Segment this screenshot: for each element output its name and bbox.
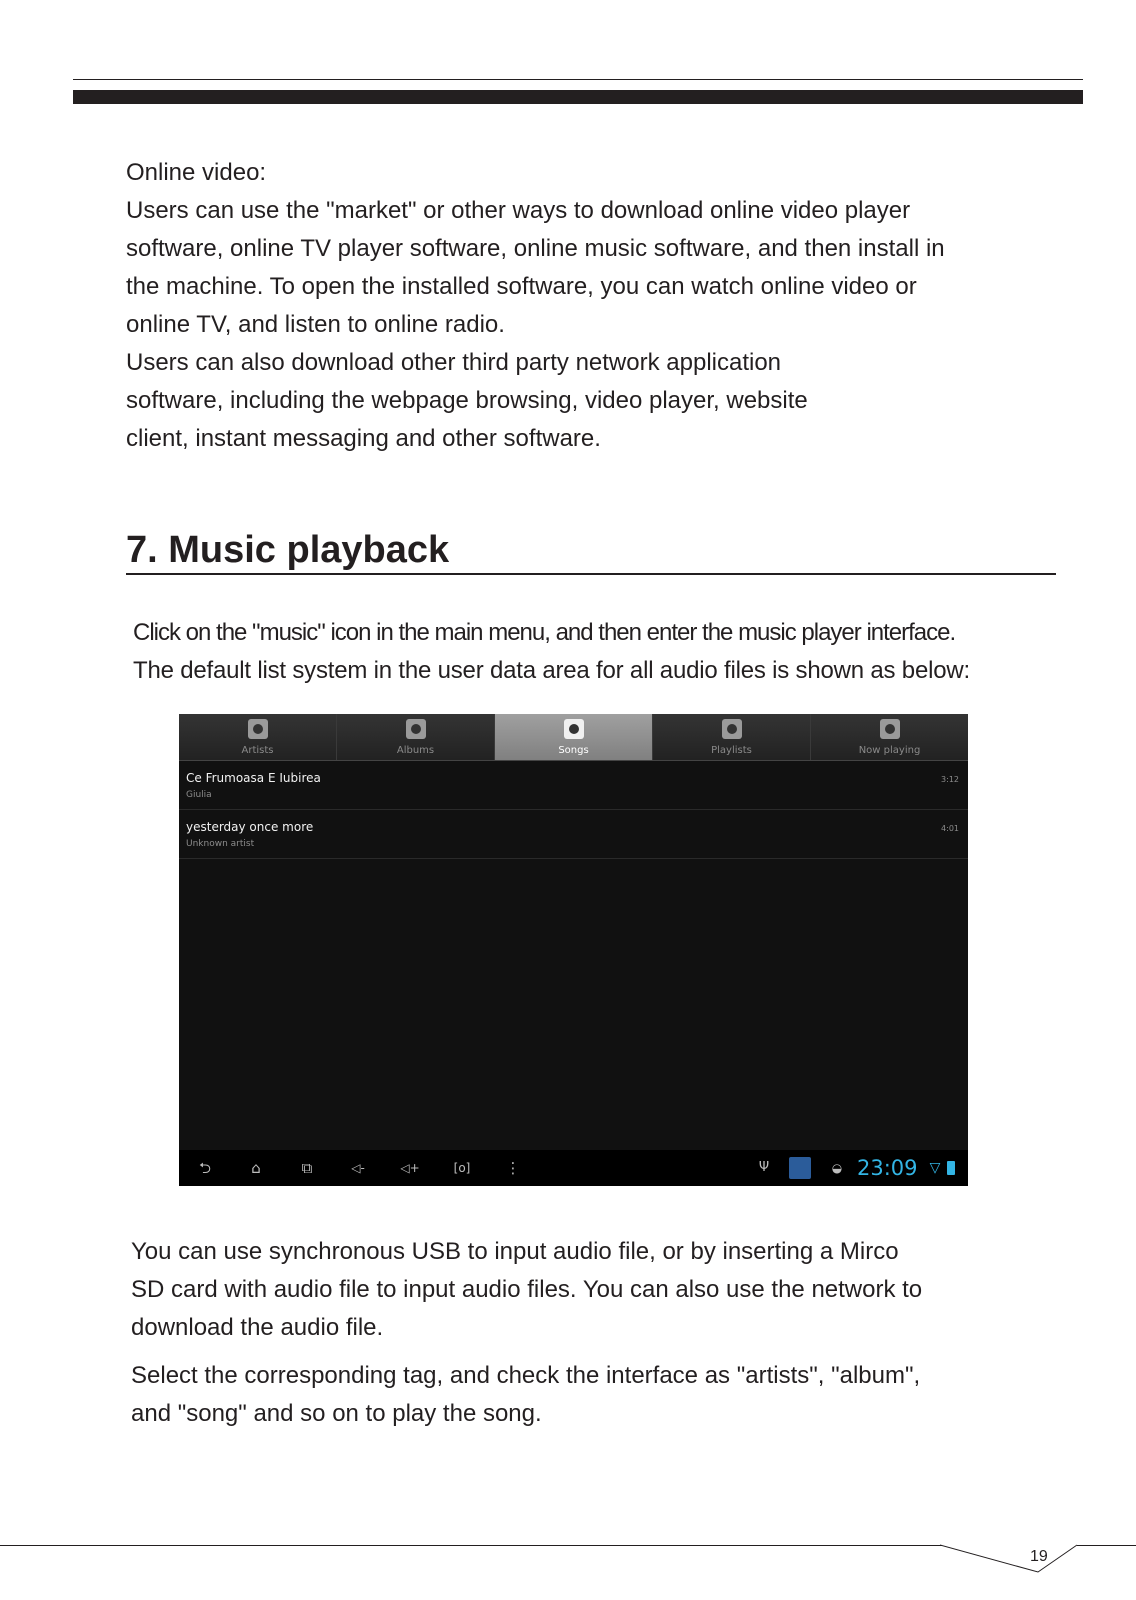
tab-now-playing[interactable] [811,714,968,760]
section-title: 7. Music playback [126,528,1056,575]
volume-up-icon[interactable]: ◁+ [400,1161,420,1175]
back-icon[interactable]: ⮌ [198,1159,211,1177]
tab-songs[interactable] [495,714,653,760]
footer-notch [940,1544,1080,1576]
music-player-screenshot [179,714,968,1186]
music-note-icon [564,719,584,739]
tab-label: Songs [558,745,589,756]
online-video-line: the machine. To open the installed software, you can watch online video or [126,273,917,300]
tab-label: Artists [241,745,274,756]
song-artist: Unknown artist [186,839,255,849]
outro-text [131,1233,922,1347]
battery-icon [947,1161,955,1175]
song-row[interactable] [179,810,968,859]
tab-albums[interactable] [337,714,495,760]
online-video-line: client, instant messaging and other software. [126,425,601,452]
online-video-text [126,154,945,458]
volume-down-icon[interactable]: ◁- [351,1161,365,1175]
recent-apps-icon[interactable]: ⧉ [301,1159,313,1177]
tab-label: Albums [396,745,435,756]
microphone-icon [248,719,268,739]
outro-line: and "song" and so on to play the song. [131,1400,542,1427]
intro-line: The default list system in the user data area for all audio files is shown as below: [133,657,970,684]
outro-line: You can use synchronous USB to input audio file, or by inserting a Mirco [131,1238,899,1265]
song-title: Ce Frumoasa E Iubirea [186,771,321,785]
player-tab-bar [179,714,968,761]
page-number: 19 [1030,1548,1048,1565]
song-row[interactable] [179,761,968,810]
system-nav-bar [179,1150,968,1186]
android-icon: ◒ [831,1161,843,1175]
outro-line: Select the corresponding tag, and check the interface as "artists", "album", [131,1362,921,1389]
tab-playlists[interactable] [653,714,811,760]
header-rule-thick [73,90,1083,104]
header-rule-thin [73,79,1083,80]
song-title: yesterday once more [186,820,314,834]
online-video-line: online TV, and listen to online radio. [126,311,505,338]
notification-icon[interactable] [789,1157,811,1179]
outro-line: download the audio file. [131,1314,384,1341]
outro-text-2 [131,1357,920,1433]
song-artist: Giulia [186,790,212,800]
home-icon[interactable]: ⌂ [251,1159,261,1177]
list-icon [722,719,742,739]
album-icon [406,719,426,739]
wifi-icon: ▽ [929,1160,941,1176]
footer-rule-right [1077,1545,1136,1546]
intro-line: Click on the "music" icon in the main menu, and then enter the music player interface. [133,619,956,646]
online-video-line: Users can use the "market" or other ways to download online video player [126,197,911,224]
tab-label: Now playing [858,745,921,756]
song-duration: 4:01 [941,824,959,833]
online-video-line: Users can also download other third party network application [126,349,782,376]
footer-rule [0,1545,942,1546]
tab-artists[interactable] [179,714,337,760]
now-playing-icon [880,719,900,739]
outro-line: SD card with audio file to input audio files. You can also use the network to [131,1276,923,1303]
section-intro [133,614,970,690]
usb-icon: Ψ [758,1160,770,1175]
status-clock: 23:09 [857,1156,918,1180]
song-duration: 3:12 [941,775,959,784]
online-video-line: software, online TV player software, online music software, and then install in [126,235,945,262]
online-video-line: software, including the webpage browsing, video player, website [126,387,808,414]
tab-label: Playlists [711,745,752,756]
screenshot-icon[interactable]: [o] [453,1161,471,1175]
menu-icon[interactable]: ⋮ [505,1159,521,1177]
online-video-line: Online video: [126,159,267,186]
